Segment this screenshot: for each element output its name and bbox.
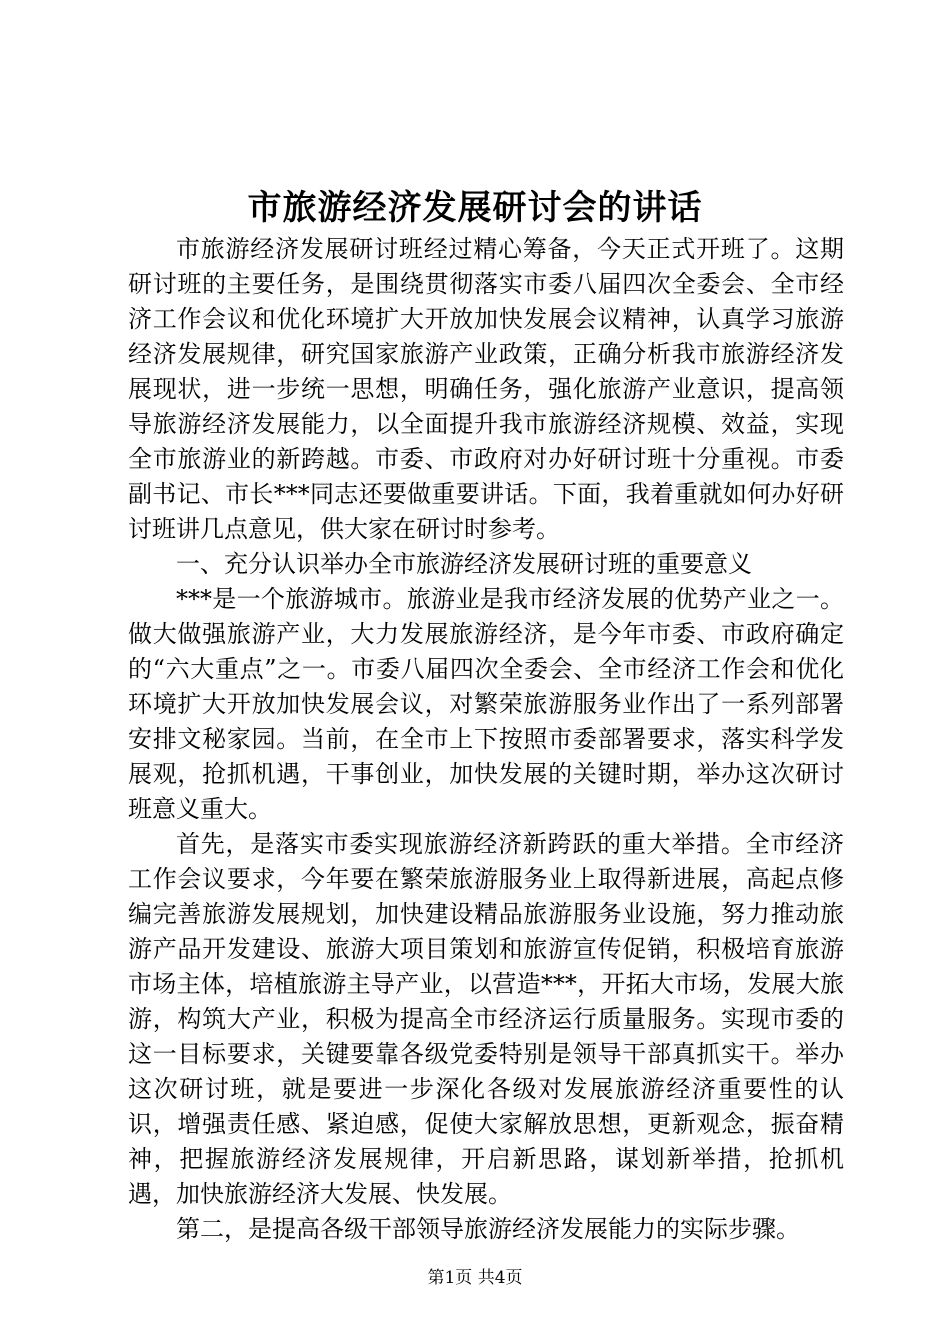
paragraph-second-point: 第二，是提高各级干部领导旅游经济发展能力的实际步骤。 bbox=[176, 1215, 800, 1243]
document-title: 市旅游经济发展研讨会的讲话 bbox=[247, 188, 703, 228]
paragraph-city-overview: ***是一个旅游城市。旅游业是我市经济发展的优势产业之一。做大做强旅游产业，大力发展旅游经济，是今年市委、市政府确定的“六大重点”之一。市委八届四次全委会、全市经济工作会和优化环境扩大开放加快发展会议，对繁荣旅游服务业作出了一系列部署安排文秘家园。当前，在全市上下按照市委部署要求，落实科学发展观，抢抓机遇，干事创业，加快发展的关键时期，举办这次研讨班意义重大。 bbox=[128, 585, 844, 823]
paragraph-first-point: 首先，是落实市委实现旅游经济新跨跃的重大举措。全市经济工作会议要求，今年要在繁荣旅游服务业上取得新进展，高起点修编完善旅游发展规划，加快建设精品旅游服务业设施，努力推动旅游产品开发建设、旅游大项目策划和旅游宣传促销，积极培育旅游市场主体，培植旅游主导产业，以营造***，开拓大市场，发展大旅游，构筑大产业，积极为提高全市经济运行质量服务。实现市委的这一目标要求，关键要靠各级党委特别是领导干部真抓实干。举办这次研讨班，就是要进一步深化各级对发展旅游经济重要性的认识，增强责任感、紧迫感，促使大家解放思想，更新观念，振奋精神，把握旅游经济发展规律，开启新思路，谋划新举措，抢抓机遇，加快旅游经济大发展、快发展。 bbox=[128, 830, 844, 1208]
paragraph-intro: 市旅游经济发展研讨班经过精心筹备，今天正式开班了。这期研讨班的主要任务，是围绕贯彻落实市委八届四次全委会、全市经济工作会议和优化环境扩大开放加快发展会议精神，认真学习旅游经济发展规律，研究国家旅游产业政策，正确分析我市旅游经济发展现状，进一步统一思想，明确任务，强化旅游产业意识，提高领导旅游经济发展能力，以全面提升我市旅游经济规模、效益，实现全市旅游业的新跨越。市委、市政府对办好研讨班十分重视。市委副书记、市长***同志还要做重要讲话。下面，我着重就如何办好研讨班讲几点意见，供大家在研讨时参考。 bbox=[128, 235, 844, 543]
section-heading-1: 一、充分认识举办全市旅游经济发展研讨班的重要意义 bbox=[176, 550, 752, 578]
document-body bbox=[128, 232, 844, 1247]
page-footer: 第1页 共4页 bbox=[427, 1268, 523, 1288]
